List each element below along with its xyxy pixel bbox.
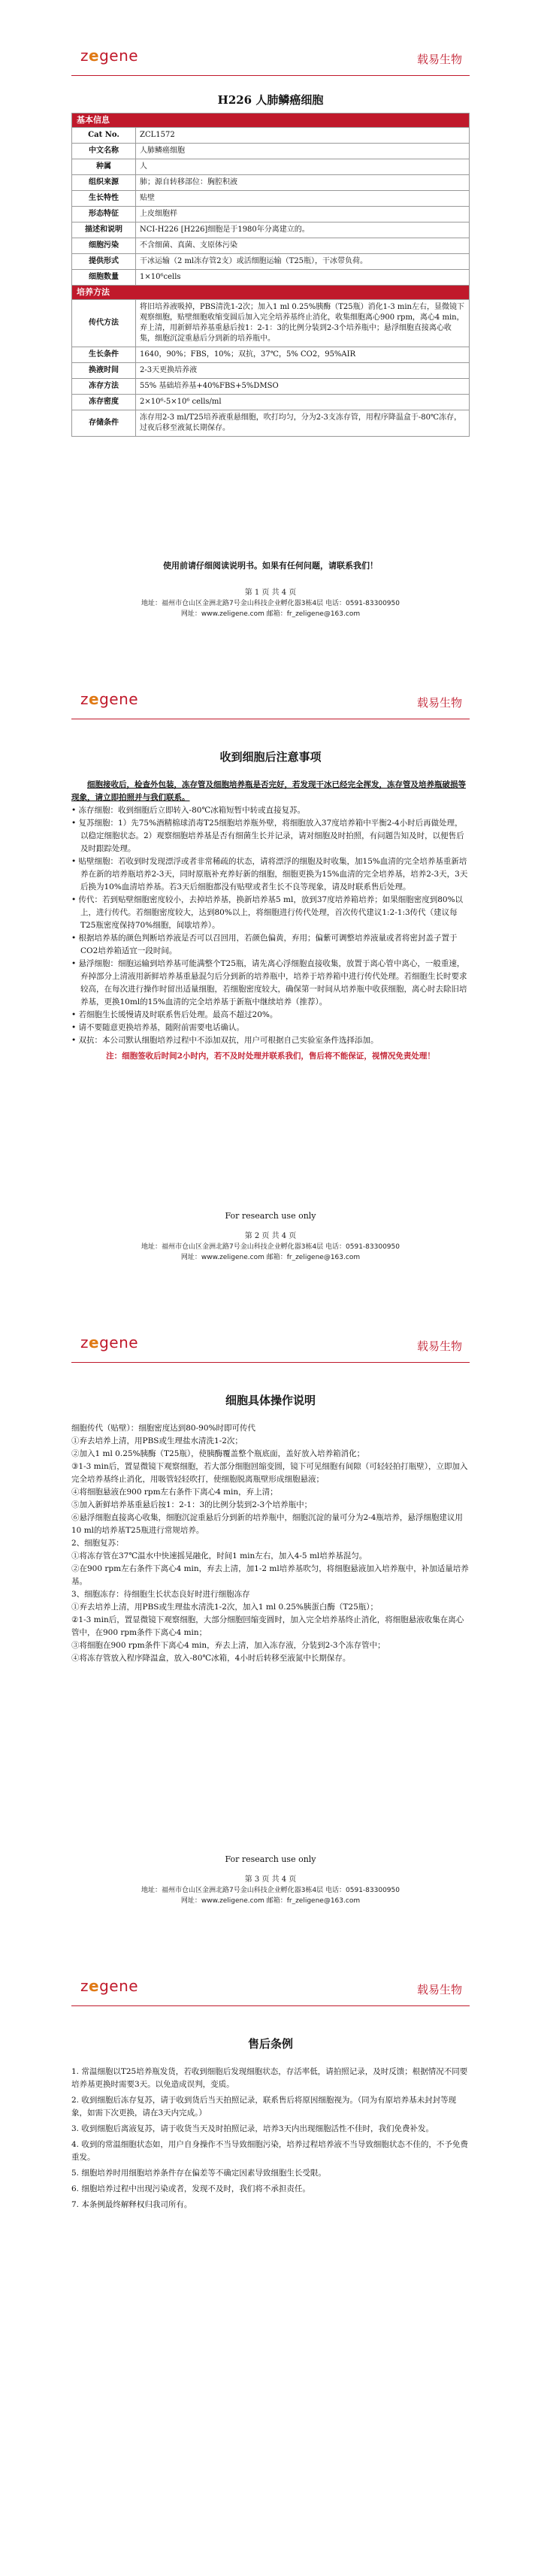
step-line: ①将冻存管在37℃温水中快速摇晃融化，时间1 min左右，加入4-5 ml培养基混匀。: [71, 1551, 367, 1560]
field-label: 提供形式: [72, 254, 136, 270]
page-footer: [71, 588, 470, 619]
bullet-icon: •: [71, 1010, 79, 1019]
step-line: ①弃去培养上清，用PBS或生理盐水清洗1-2次，加入1 ml 0.25%胰蛋白酶（T25瓶）；: [71, 1603, 379, 1612]
table-row: [72, 254, 470, 270]
section-culture-method: 培养方法: [72, 286, 470, 300]
table-row: [72, 159, 470, 175]
table-row: [72, 222, 470, 238]
field-value: 上皮细胞样: [136, 207, 470, 222]
page-number: 第 1 页 共 4 页: [244, 589, 297, 597]
footer-address: 地址：福州市仓山区金洲北路7号金山科技企业孵化器3栋4层 电话：0591-83300950: [141, 1243, 400, 1251]
table-row: [72, 395, 470, 410]
page-3: [0, 1287, 541, 1930]
bullet-icon: •: [71, 934, 79, 943]
field-value: 55% 基础培养基+40%FBS+5%DMSO: [136, 379, 470, 395]
after-sales-body: [71, 2066, 470, 2214]
table-row: [72, 191, 470, 207]
field-label: 换液时间: [72, 363, 136, 379]
page-footer: [71, 1231, 470, 1263]
warning-tip: 注：细胞签收后时间2小时内，若不及时处理并联系我们，售后将不能保证，视情况免责处理！: [106, 1052, 435, 1061]
bullet-text: 复苏细胞：1）先75%酒精棉球消毒T25细胞培养瓶外壁，将细胞放入37度培养箱中平衡2-4小时后再做处理，以稳定细胞状态。2）观察细胞培养基是否有细菌生长并记录，请对细胞及时拍照，有问题告知及时，以便售后及时跟踪处理。: [78, 819, 464, 853]
step-line: ③1-3 min后，置显微镜下观察细胞，若大部分细胞回缩变圆，镜下可见细胞有间隙（可轻轻拍打瓶壁），立即加入完全培养基终止消化，用吸管轻轻吹打，使细胞脱离瓶壁形成细胞悬液；: [71, 1462, 468, 1484]
step-line: ②1-3 min后，置显微镜下观察细胞，大部分细胞回缩变圆时，加入完全培养基终止消化，将细胞悬液收集在离心管中，在900 rpm条件下离心4 min；: [71, 1615, 464, 1637]
page-header: [71, 1324, 470, 1363]
footer-address: 地址：福州市仓山区金洲北路7号金山科技企业孵化器3栋4层 电话：0591-83300950: [141, 1887, 400, 1894]
table-row: [72, 379, 470, 395]
bullet-icon: •: [71, 959, 79, 968]
field-value: ZCL1572: [136, 128, 470, 144]
bullet-text: 根据培养基的颜色判断培养液是否可以召回用，若颜色偏黄，弃用；偏紫可调整培养液量或者将密封盖子置于CO2培养箱适宜一段时间。: [78, 934, 458, 955]
field-label: 细胞数量: [72, 270, 136, 286]
field-label: 生长条件: [72, 347, 136, 363]
brand-name: 载易生物: [416, 53, 462, 66]
step-line: ③将细胞在900 rpm条件下离心4 min，弃去上清，加入冻存液，分装到2-3个冻存管中；: [71, 1641, 385, 1650]
page-number: 第 2 页 共 4 页: [244, 1232, 297, 1240]
step-line: 3、细胞冻存：待细胞生长状态良好时进行细胞冻存: [71, 1590, 250, 1599]
page-header: [71, 1968, 470, 2006]
page-footer: [71, 1875, 470, 1906]
policy-item: 6. 细胞培养过程中出现污染或者，发现不及时，我们将不承担责任。: [71, 2184, 310, 2193]
table-row: [72, 363, 470, 379]
brand-name: 载易生物: [416, 696, 462, 710]
bullet-icon: •: [71, 806, 79, 815]
field-label: 冻存方法: [72, 379, 136, 395]
notes-body: [71, 779, 470, 1063]
step-line: ②加入1 ml 0.25%胰酶（T25瓶），使胰酶覆盖整个瓶底面，盖好放入培养箱消化；: [71, 1449, 365, 1458]
table-row: [72, 410, 470, 437]
field-value: 将旧培养液吸掉，PBS清洗1-2次；加入1 ml 0.25%胰酶（T25瓶）消化1-3 min左右，显微镜下观察细胞，贴壁细胞收缩变圆后加入完全培养基终止消化，收集细胞离心900 rpm，离心4 min，弃上清，用新鲜培养基重悬后按1：2-1：3的比例分装到2-3个培养瓶中；悬浮细胞直接离心收集，细胞沉淀重悬后分到新的培养瓶中。: [136, 300, 470, 347]
field-label: 传代方法: [72, 300, 136, 347]
field-label: 中文名称: [72, 144, 136, 159]
bullet-text: 双抗：本公司默认细胞培养过程中不添加双抗，用户可根据自己实验室条件选择添加。: [78, 1036, 379, 1045]
step-line: ④将冻存管放入程序降温盒，放入-80℃冰箱，4小时后转移至液氮中长期保存。: [71, 1654, 351, 1663]
field-label: 生长特性: [72, 191, 136, 207]
page-title: H226 人肺鳞癌细胞: [217, 93, 324, 107]
bullet-text: 传代：若到贴壁细胞密度较小，去掉培养基，换新培养基5 ml，放到37度培养箱培养；如果细胞密度到80%以上，进行传代。若细胞密度较大，达到80%以上，将细胞进行传代处理，首次传代建议1:2-1:3传代（建议每T25瓶密度保持70%细胞，间歇培养）。: [78, 895, 464, 930]
bullet-item: [71, 1034, 470, 1047]
bullet-text: 若细胞生长缓慢请及时联系售后处理。最高不超过20%。: [78, 1010, 278, 1019]
page-4: [0, 1930, 541, 2576]
zeligene-logo: zegene: [80, 1977, 139, 1995]
policy-item: 1. 常温细胞以T25培养瓶发货，若收到细胞后发现细胞状态，存活率低，请拍照记录，及时反馈；根据情况不同要培养基更换时需要3天。以免造成误判，变质。: [71, 2067, 468, 2089]
page-number: 第 3 页 共 4 页: [244, 1875, 297, 1884]
bullet-item: [71, 1009, 470, 1022]
field-value: 人: [136, 159, 470, 175]
page-title: 细胞具体操作说明: [225, 1394, 316, 1407]
bullet-item: [71, 804, 470, 817]
bullet-item: [71, 932, 470, 958]
zeligene-logo: zegene: [80, 47, 139, 65]
step-line: 细胞传代（贴壁）：细胞密度达到80-90%时即可传代: [71, 1424, 255, 1433]
step-line: 2、细胞复苏：: [71, 1539, 124, 1548]
step-line: ⑥悬浮细胞直接离心收集，细胞沉淀重悬后分到新的培养瓶中，细胞沉淀的量可分为2-4瓶培养，悬浮细胞建议用10 ml的培养基T25瓶进行常规培养。: [71, 1513, 463, 1535]
field-value: 2-3天更换培养液: [136, 363, 470, 379]
footer-web: 网址：www.zeligene.com 邮箱：fr_zeligene@163.com: [180, 1897, 361, 1905]
intro-paragraph: 细胞接收后，检查外包装，冻存管及细胞培养瓶是否完好，若发现干冰已经完全挥发，冻存管及培养瓶破损等现象，请立即拍照并与我们联系。: [71, 780, 466, 802]
field-value: 冻存用2-3 ml/T25培养液重悬细胞，吹打均匀，分为2-3支冻存管，用程序降温盒于-80℃冻存，过夜后移至液氮长期保存。: [136, 410, 470, 437]
step-line: ④将细胞悬液在900 rpm左右条件下离心4 min，弃上清；: [71, 1488, 278, 1497]
bullet-text: 请不要随意更换培养基，随附前需要电话确认。: [78, 1023, 245, 1032]
table-row: [72, 128, 470, 144]
field-value: 肺；源自转移部位：胸腔积液: [136, 175, 470, 191]
field-label: 描述和说明: [72, 222, 136, 238]
zeligene-logo: zegene: [80, 690, 139, 708]
field-value: 不含细菌、真菌、支原体污染: [136, 238, 470, 254]
field-value: NCI-H226 [H226]细胞是于1980年分离建立的。: [136, 222, 470, 238]
policy-item: 7. 本条例最终解释权归我司所有。: [71, 2200, 192, 2209]
bullet-item: [71, 855, 470, 894]
field-label: 存储条件: [72, 410, 136, 437]
bullet-item: [71, 1022, 470, 1034]
notice-text: 使用前请仔细阅读说明书。如果有任何问题，请联系我们！: [163, 561, 378, 571]
section-basic-info: 基本信息: [72, 114, 470, 128]
bullet-icon: •: [71, 857, 79, 866]
page-title: 售后条例: [247, 2037, 293, 2051]
table-row: [72, 300, 470, 347]
bullet-text: 贴壁细胞：若收到时发现漂浮或者非常稀疏的状态，请将漂浮的细胞及时收集，加15%血清的完全培养基重新培养在新的培养瓶培养2-3天，同时原瓶补充养好新的细胞，细胞更换为15%血清的完全培养基，培养2-3天，3天后换为10%血清培养基。若3天后细胞都没有贴壁或者生长不良等现象，请及时联系售后处理。: [78, 857, 468, 891]
page-2: [0, 643, 541, 1287]
table-row: [72, 144, 470, 159]
policy-item: 3. 收到细胞后离液复苏，请于收货当天及时拍照记录，培养3天内出现细胞活性不佳时，我们免费补发。: [71, 2124, 434, 2133]
bullet-item: [71, 894, 470, 932]
zeligene-logo: zegene: [80, 1333, 139, 1352]
field-label: 形态特征: [72, 207, 136, 222]
step-line: ②在900 rpm左右条件下离心4 min，弃去上清，加1-2 ml培养基吹匀，将细胞悬液加入培养瓶中，补加适量培养基。: [71, 1564, 469, 1586]
step-line: ⑤加入新鲜培养基重悬后按1：2-1：3的比例分装到2-3个培养瓶中；: [71, 1500, 313, 1509]
section-culture-method-row: [72, 286, 470, 300]
field-value: 2×10⁶-5×10⁶ cells/ml: [136, 395, 470, 410]
bullet-text: 冻存细胞：收到细胞后立即转入-80℃冰箱短暂中转或直接复苏。: [78, 806, 306, 815]
research-use-label: For research use only: [225, 1854, 316, 1864]
research-use-label: For research use only: [225, 1211, 316, 1221]
page-header: [71, 681, 470, 719]
page-1: [0, 0, 541, 643]
footer-address: 地址：福州市仓山区金洲北路7号金山科技企业孵化器3栋4层 电话：0591-83300950: [141, 600, 400, 607]
brand-name: 载易生物: [416, 1983, 462, 1996]
field-value: 干冰运输（2 ml冻存管2支）或活细胞运输（T25瓶），干冰带负荷。: [136, 254, 470, 270]
field-value: 人肺鳞癌细胞: [136, 144, 470, 159]
bullet-text: 悬浮细胞：细胞运输到培养基可能满整个T25瓶，请先离心浮细胞直接收集，放置于离心管中离心，一般重速，弃掉部分上清液用新鲜培养基重悬混匀后分到新的培养瓶中，培养于培养箱中进行传代处理。若细胞生长时要求较高，在每次进行操作时留出适量细胞，若细胞密度较大，确保第一时间从培养瓶中收获细胞，离心时去除旧培养基，更换10ml的15%血清的完全培养基于新瓶中继续培养（推荐）。: [78, 959, 467, 1006]
bullet-icon: •: [71, 819, 79, 828]
bullet-icon: •: [71, 1023, 79, 1032]
policy-item: 2. 收到细胞后冻存复苏，请于收到货后当天拍照记录，联系售后将原因细胞视为。（同为有原培养基未封封等现象，如需下次更换，请在3天内完成。）: [71, 2096, 457, 2117]
table-row: [72, 175, 470, 191]
table-row: [72, 347, 470, 363]
field-value: 贴壁: [136, 191, 470, 207]
operation-body: [71, 1422, 470, 1665]
table-row: [72, 207, 470, 222]
table-row: [72, 238, 470, 254]
field-label: 组织来源: [72, 175, 136, 191]
bullet-icon: •: [71, 895, 79, 904]
page-header: [71, 38, 470, 76]
field-value: 1×10⁶cells: [136, 270, 470, 286]
footer-web: 网址：www.zeligene.com 邮箱：fr_zeligene@163.com: [180, 1254, 361, 1261]
footer-web: 网址：www.zeligene.com 邮箱：fr_zeligene@163.com: [180, 610, 361, 618]
bullet-item: [71, 958, 470, 1009]
policy-item: 4. 收到的常温细胞状态如，用户自身操作不当导致细胞污染，培养过程培养液不当导致细胞状态不佳的，不予免费重发。: [71, 2140, 468, 2162]
step-line: ①弃去培养上清，用PBS或生理盐水清洗1-2次；: [71, 1436, 243, 1445]
field-label: 冻存密度: [72, 395, 136, 410]
field-value: 1640，90%；FBS，10%；双抗，37℃，5% CO2，95%AIR: [136, 347, 470, 363]
bullet-item: [71, 817, 470, 855]
table-row: [72, 270, 470, 286]
brand-name: 载易生物: [416, 1339, 462, 1353]
page-title: 收到细胞后注意事项: [219, 750, 322, 764]
field-label: 种属: [72, 159, 136, 175]
info-table: [71, 113, 470, 437]
bullet-icon: •: [71, 1036, 79, 1045]
field-label: Cat No.: [72, 128, 136, 144]
section-basic-info-row: [72, 114, 470, 128]
policy-item: 5. 细胞培养时用细胞培养条件存在偏差等不确定因素导致细胞生长受限。: [71, 2169, 326, 2178]
field-label: 细胞污染: [72, 238, 136, 254]
